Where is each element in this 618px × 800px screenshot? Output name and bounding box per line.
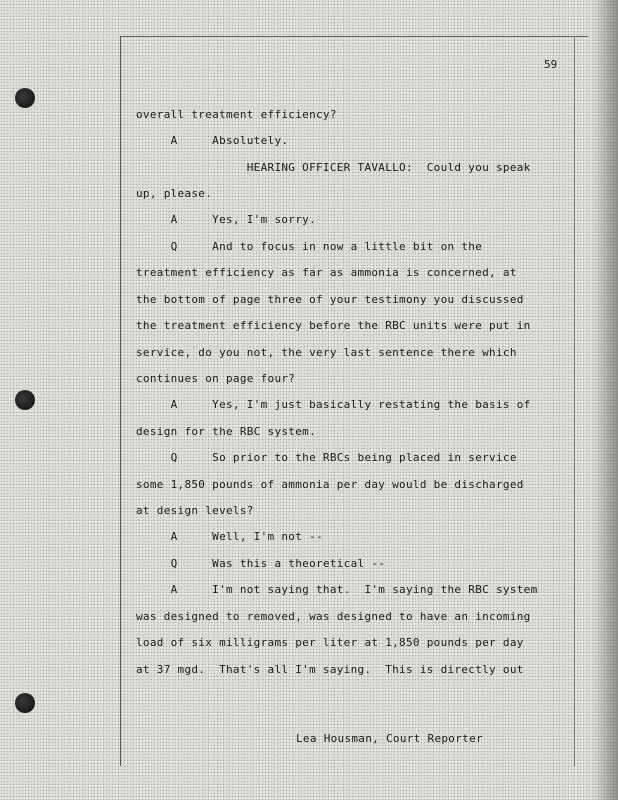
transcript-line: Q Was this a theoretical --: [136, 557, 386, 570]
transcript-line: HEARING OFFICER TAVALLO: Could you speak: [136, 161, 531, 174]
transcript-line: Q So prior to the RBCs being placed in service: [136, 451, 517, 464]
page-edge-shadow: [592, 0, 618, 800]
transcript-line: some 1,850 pounds of ammonia per day would be discharged: [136, 478, 524, 491]
transcript-line: A Yes, I'm just basically restating the basis of: [136, 398, 531, 411]
binder-hole: [15, 693, 35, 713]
binder-hole: [15, 88, 35, 108]
transcript-line: A I'm not saying that. I'm saying the RBC system: [136, 583, 538, 596]
page-number: 59: [544, 58, 558, 71]
transcript-line: A Yes, I'm sorry.: [136, 213, 316, 226]
top-margin-rule: [120, 36, 588, 37]
transcript-line: Q And to focus in now a little bit on the: [136, 240, 483, 253]
binder-hole: [15, 390, 35, 410]
transcript-line: service, do you not, the very last sentence there which: [136, 346, 517, 359]
left-margin-rule: [120, 36, 121, 766]
transcript-line: at design levels?: [136, 504, 254, 517]
transcript-line: design for the RBC system.: [136, 425, 316, 438]
transcript-line: the treatment efficiency before the RBC units were put in: [136, 319, 531, 332]
transcript-line: up, please.: [136, 187, 213, 200]
transcript-line: A Well, I'm not --: [136, 530, 323, 543]
transcript-line: load of six milligrams per liter at 1,850 pounds per day: [136, 636, 524, 649]
transcript-line: was designed to removed, was designed to have an incoming: [136, 610, 531, 623]
court-reporter-footer: Lea Housman, Court Reporter: [296, 732, 483, 745]
transcript-line: treatment efficiency as far as ammonia is concerned, at: [136, 266, 517, 279]
transcript-line: at 37 mgd. That's all I'm saying. This is directly out: [136, 663, 524, 676]
transcript-line: overall treatment efficiency?: [136, 108, 337, 121]
transcript-line: continues on page four?: [136, 372, 296, 385]
transcript-line: A Absolutely.: [136, 134, 289, 147]
transcript-line: the bottom of page three of your testimony you discussed: [136, 293, 524, 306]
right-margin-rule: [574, 36, 575, 766]
